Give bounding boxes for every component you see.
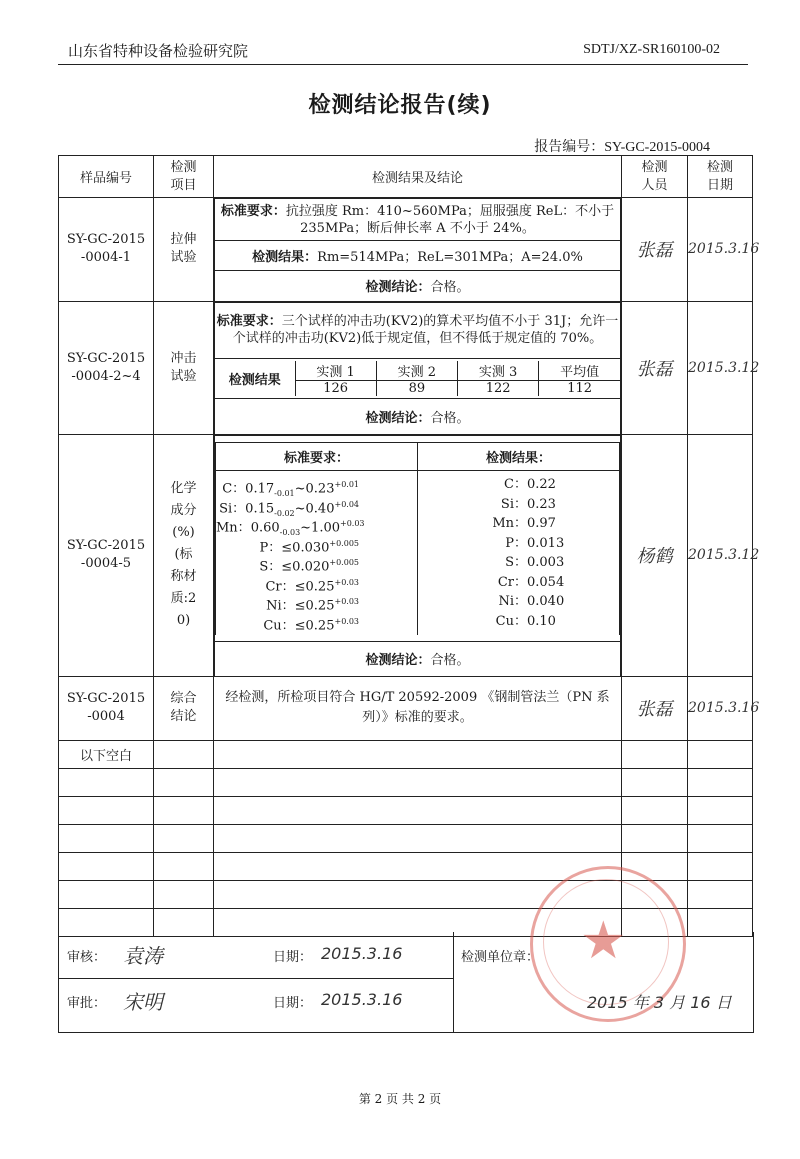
chem-std-base: ≤0.25 xyxy=(294,578,335,594)
page-number: 第 2 页 共 2 页 xyxy=(358,1092,442,1106)
chem-std-up: +0.005 xyxy=(329,558,359,567)
chem-std-base: 0.60 xyxy=(250,520,280,536)
impact-value-avg: 112 xyxy=(539,380,620,396)
chem-item xyxy=(154,435,214,677)
chem-meas-line xyxy=(418,534,619,554)
chem-std-up: +0.03 xyxy=(334,597,359,606)
signoff-divider-horizontal xyxy=(59,978,453,979)
tensile-sample-no-text: SY-GC-2015-0004-1 xyxy=(66,232,146,266)
impact-res-label: 检测结果 xyxy=(215,361,295,396)
header-divider xyxy=(58,64,748,65)
table-row-tensile xyxy=(59,198,753,302)
tensile-con-label: 检测结论： xyxy=(365,280,431,296)
tensile-conclusion xyxy=(215,271,621,301)
chem-meas-value: 0.97 xyxy=(527,516,556,531)
chem-std-mid: ~0.40 xyxy=(294,500,335,516)
chem-std-head: 标准要求： xyxy=(216,443,418,471)
impact-item-text: 冲击试验 xyxy=(170,350,197,384)
chem-std-line xyxy=(216,573,417,593)
approve-label: 审批： xyxy=(67,996,107,1011)
chem-std-el: S： xyxy=(259,559,282,575)
tensile-inspector xyxy=(622,198,688,302)
impact-value-1: 126 xyxy=(295,380,376,396)
impact-inspector-signature: 张磊 xyxy=(636,358,673,380)
tensile-result-cell xyxy=(214,198,622,302)
overall-item-text: 综合结论 xyxy=(170,691,197,724)
impact-date xyxy=(688,301,760,435)
table-row-impact xyxy=(59,301,753,435)
overall-text: 经检测，所检项目符合 HG/T 20592-2009 《钢制管法兰（PN 系列）》标准的要求。 xyxy=(214,676,622,740)
overall-sample-no xyxy=(59,676,154,740)
report-number-label: 报告编号： xyxy=(534,139,605,155)
chem-meas-element: Cu： xyxy=(495,613,527,629)
chem-std-mid: ~0.23 xyxy=(294,481,335,497)
header-org: 山东省特种设备检验研究院 xyxy=(68,42,249,60)
chem-meas-value: 0.013 xyxy=(527,535,565,551)
overall-item xyxy=(154,676,214,740)
chem-date xyxy=(688,435,760,677)
chem-meas-line xyxy=(418,553,619,573)
impact-sample-no xyxy=(59,301,154,435)
chem-std-up: +0.03 xyxy=(334,577,359,587)
chem-std-el: Si： xyxy=(219,500,246,516)
chem-meas-value: 0.040 xyxy=(527,594,565,609)
review-signature: 袁涛 xyxy=(123,944,163,968)
impact-subtable xyxy=(214,302,621,435)
chem-std-line xyxy=(216,475,417,498)
tensile-date-text: 2015.3.16 xyxy=(688,241,760,258)
chem-meas-element: Mn： xyxy=(492,516,527,531)
col-sample-no: 样品编号 xyxy=(59,156,154,198)
chem-std-el: P： xyxy=(259,539,282,555)
report-number-value: SY-GC-2015-0004 xyxy=(604,140,710,155)
tensile-subtable xyxy=(214,198,621,301)
chem-std-base: ≤0.25 xyxy=(294,598,335,614)
chem-std-line xyxy=(216,514,417,537)
chem-std-line xyxy=(216,612,417,632)
chem-values-table xyxy=(215,442,620,635)
chem-meas-element: P： xyxy=(505,535,527,551)
impact-date-text: 2015.3.12 xyxy=(688,359,760,376)
chem-meas-line xyxy=(418,573,619,593)
tensile-con-text: 合格。 xyxy=(430,280,470,296)
chem-meas-element: Ni： xyxy=(498,594,527,609)
page-title: 检测结论报告(续) xyxy=(308,93,492,118)
tensile-sample-no xyxy=(59,198,154,302)
chem-std-base: 0.15 xyxy=(245,500,275,516)
overall-inspector-signature: 张磊 xyxy=(636,699,673,720)
chem-result-cell xyxy=(214,435,622,677)
chem-std-el: C： xyxy=(222,481,246,497)
chem-date-text: 2015.3.12 xyxy=(688,547,760,564)
table-row-empty xyxy=(59,768,753,796)
col-date-text: 检测日期 xyxy=(706,159,733,193)
tensile-result xyxy=(215,241,621,271)
impact-head-avg: 平均值 xyxy=(539,361,620,381)
unit-seal-date: 2015 年 3 月 16 日 xyxy=(587,993,732,1012)
col-item xyxy=(154,156,214,198)
impact-values-table xyxy=(215,361,620,396)
col-date xyxy=(688,156,753,198)
col-inspector xyxy=(622,156,688,198)
overall-sample-no-text: SY-GC-2015-0004 xyxy=(66,691,146,724)
approve-date: 2015.3.16 xyxy=(321,990,403,1009)
chem-std-low: -0.02 xyxy=(274,508,295,518)
chem-std-el: Mn： xyxy=(216,520,251,536)
results-table xyxy=(58,155,760,937)
chem-std-low: -0.01 xyxy=(274,488,295,498)
table-row-overall xyxy=(59,676,753,740)
chem-meas-element: S： xyxy=(505,555,527,570)
impact-head-3: 实测 3 xyxy=(458,361,539,381)
review-date-label: 日期： xyxy=(273,950,313,965)
tensile-item xyxy=(154,198,214,302)
chem-std-base: ≤0.030 xyxy=(281,539,330,555)
tensile-inspector-signature: 张磊 xyxy=(636,240,673,262)
chem-meas-element: Si： xyxy=(500,496,527,512)
tensile-res-text: Rm=514MPa；ReL=301MPa；A=24.0% xyxy=(317,250,583,265)
chem-meas-line xyxy=(418,612,619,632)
chem-std-line xyxy=(216,592,417,612)
impact-inspector xyxy=(622,301,688,435)
table-row-empty xyxy=(59,852,753,880)
chem-std-line xyxy=(216,553,417,573)
chem-std-up: +0.005 xyxy=(329,538,359,548)
overall-date-text: 2015.3.16 xyxy=(688,700,760,716)
chem-sample-no xyxy=(59,435,154,677)
impact-conclusion xyxy=(215,398,621,434)
impact-req-text: 三个试样的冲击功(KV2)的算术平均值不小于 31J；允许一个试样的冲击功(KV2)低于规定值，但不得低于规定值的 70%。 xyxy=(232,314,619,346)
impact-requirement xyxy=(215,302,621,358)
chem-std-el: Ni： xyxy=(266,598,295,614)
chem-item-text: 化学成分(%)(标称材质:20) xyxy=(170,481,197,629)
chem-std-base: 0.17 xyxy=(245,481,275,497)
overall-date xyxy=(688,676,760,740)
chem-meas-value: 0.23 xyxy=(527,496,556,512)
tensile-item-text: 拉伸试验 xyxy=(170,232,197,266)
impact-sample-no-text: SY-GC-2015-0004-2~4 xyxy=(66,350,146,384)
report-number xyxy=(534,136,710,156)
chem-meas-value: 0.054 xyxy=(527,574,565,590)
impact-con-label: 检测结论： xyxy=(365,410,431,426)
chem-std-base: ≤0.020 xyxy=(281,559,330,575)
chem-meas-line xyxy=(418,475,619,495)
chem-inspector-signature: 杨鹤 xyxy=(636,546,673,568)
impact-item xyxy=(154,301,214,435)
chem-std-up: +0.03 xyxy=(340,519,365,528)
overall-inspector xyxy=(622,676,688,740)
chem-meas-element: C： xyxy=(504,477,527,492)
chem-con-text: 合格。 xyxy=(430,653,470,669)
impact-value-2: 89 xyxy=(376,380,457,396)
impact-con-text: 合格。 xyxy=(430,410,470,426)
chem-std-line xyxy=(216,534,417,554)
chem-meas-element: Cr： xyxy=(497,574,527,590)
tensile-req-label: 标准要求： xyxy=(220,203,286,219)
chem-std-column xyxy=(216,471,418,636)
signoff-divider-vertical xyxy=(453,932,454,1032)
chem-std-el: Cu： xyxy=(263,617,295,633)
chem-std-mid: ~1.00 xyxy=(300,520,340,536)
chem-sample-no-text: SY-GC-2015-0004-5 xyxy=(66,538,146,572)
chem-std-base: ≤0.25 xyxy=(294,617,335,633)
chem-values xyxy=(215,436,621,642)
impact-req-label: 标准要求： xyxy=(216,314,282,329)
table-row-blank-note xyxy=(59,740,753,768)
tensile-requirement xyxy=(215,199,621,241)
blank-note: 以下空白 xyxy=(59,740,154,768)
approve-signature: 宋明 xyxy=(123,990,163,1014)
col-inspector-text: 检测人员 xyxy=(641,159,668,193)
chem-std-up: +0.04 xyxy=(334,499,359,509)
tensile-req-text: 抗拉强度 Rm：410~560MPa；屈服强度 ReL：不小于 235MPa；断后伸长率 A 不小于 24%。 xyxy=(285,203,615,236)
impact-value-3: 122 xyxy=(458,380,539,396)
chem-std-up: +0.03 xyxy=(334,616,359,626)
tensile-res-label: 检测结果： xyxy=(252,250,318,265)
signoff-block xyxy=(58,932,754,1033)
header-doc-code: SDTJ/XZ-SR160100-02 xyxy=(583,42,720,57)
table-row-empty xyxy=(59,796,753,824)
chem-conclusion xyxy=(215,642,621,676)
chem-meas-column xyxy=(418,471,620,636)
chem-std-line xyxy=(216,495,417,518)
seal-star-icon: ★ xyxy=(580,911,627,971)
chem-meas-head: 检测结果： xyxy=(418,443,620,471)
review-date: 2015.3.16 xyxy=(321,944,403,963)
chem-meas-value: 0.22 xyxy=(527,477,556,492)
chem-std-el: Cr： xyxy=(265,578,295,594)
chem-std-up: +0.01 xyxy=(334,480,359,489)
chem-inspector xyxy=(622,435,688,677)
chem-meas-line xyxy=(418,592,619,612)
table-row-chem xyxy=(59,435,753,677)
table-row-empty xyxy=(59,824,753,852)
col-result: 检测结果及结论 xyxy=(214,156,622,198)
chem-meas-line xyxy=(418,514,619,534)
chem-meas-value: 0.003 xyxy=(527,555,565,570)
review-label: 审核： xyxy=(67,950,107,965)
tensile-date xyxy=(688,198,760,302)
impact-result-cell xyxy=(214,301,622,435)
chem-std-low: -0.03 xyxy=(279,527,301,537)
table-header-row xyxy=(59,156,753,198)
approve-date-label: 日期： xyxy=(273,996,313,1011)
col-item-text: 检测项目 xyxy=(170,159,197,193)
unit-seal-label: 检测单位章： xyxy=(461,950,540,965)
chem-meas-line xyxy=(418,495,619,515)
impact-head-2: 实测 2 xyxy=(376,361,457,381)
chem-con-label: 检测结论： xyxy=(365,653,431,669)
chem-meas-value: 0.10 xyxy=(527,613,556,629)
impact-result xyxy=(215,358,621,398)
chem-subtable xyxy=(214,435,621,676)
impact-head-1: 实测 1 xyxy=(295,361,376,381)
